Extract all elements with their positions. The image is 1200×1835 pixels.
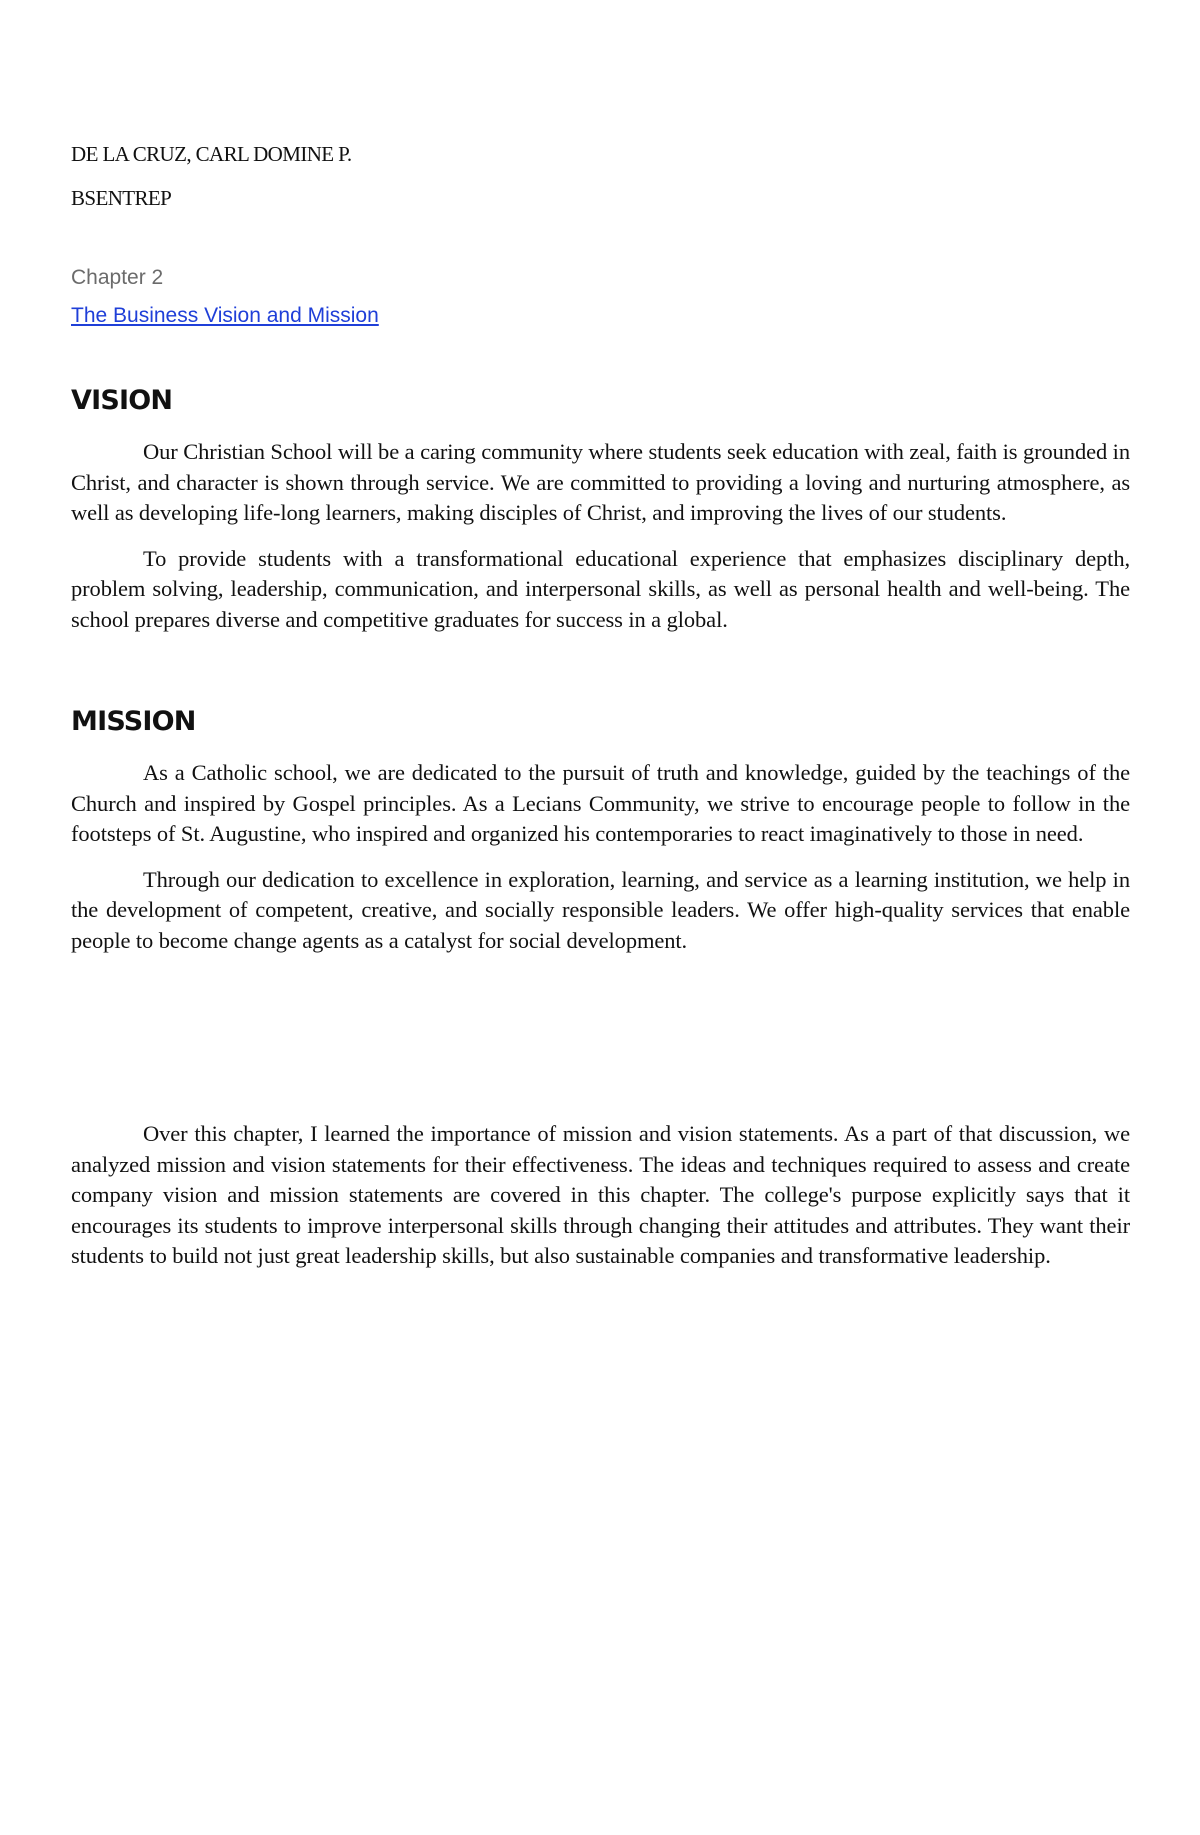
- mission-paragraph-1: As a Catholic school, we are dedicated to the pursuit of truth and knowledge, guided by the teachings of the Church and inspired by Gospel principles. As a Lecians Community, we strive to encourage people to follow in the footsteps of St. Augustine, who inspired and organized his contemporaries to react imaginatively to those in need.: [71, 760, 1130, 846]
- vision-paragraph-1: Our Christian School will be a caring community where students seek education with zeal, faith is grounded in Christ, and character is shown through service. We are committed to providing a loving and nurturing atmosphere, as well as developing life-long learners, making disciples of Christ, and improving the lives of our students.: [71, 439, 1130, 525]
- mission-paragraph-2: Through our dedication to excellence in exploration, learning, and service as a learning institution, we help in the development of competent, creative, and socially responsible leaders. We offer high-quality services that enable people to become change agents as a catalyst for social development.: [71, 866, 1130, 953]
- chapter-title-link[interactable]: The Business Vision and Mission: [71, 304, 379, 327]
- vision-section: [71, 384, 1130, 635]
- vision-paragraph-2: To provide students with a transformational educational experience that emphasizes disciplinary depth, problem solving, leadership, communication, and interpersonal skills, as well as personal health and well-being. The school prepares diverse and competitive graduates for success in a global.: [71, 545, 1130, 632]
- vision-heading: VISION: [71, 385, 173, 416]
- mission-heading: MISSION: [71, 706, 196, 737]
- reflection-section: [71, 1119, 1130, 1272]
- author-program: BSENTREP: [71, 186, 172, 210]
- document-body: [71, 142, 1130, 1287]
- chapter-label: Chapter 2: [71, 266, 164, 289]
- author-name: DE LA CRUZ, CARL DOMINE P.: [71, 142, 352, 166]
- reflection-paragraph: Over this chapter, I learned the importance of mission and vision statements. As a part of that discussion, we analyzed mission and vision statements for their effectiveness. The ideas and techniques required to assess and create company vision and mission statements are covered in this chapter. The college's purpose explicitly says that it encourages its students to improve interpersonal skills through changing their attitudes and attributes. They want their students to build not just great leadership skills, but also sustainable companies and transformative leadership.: [71, 1121, 1130, 1268]
- mission-section: [71, 705, 1130, 956]
